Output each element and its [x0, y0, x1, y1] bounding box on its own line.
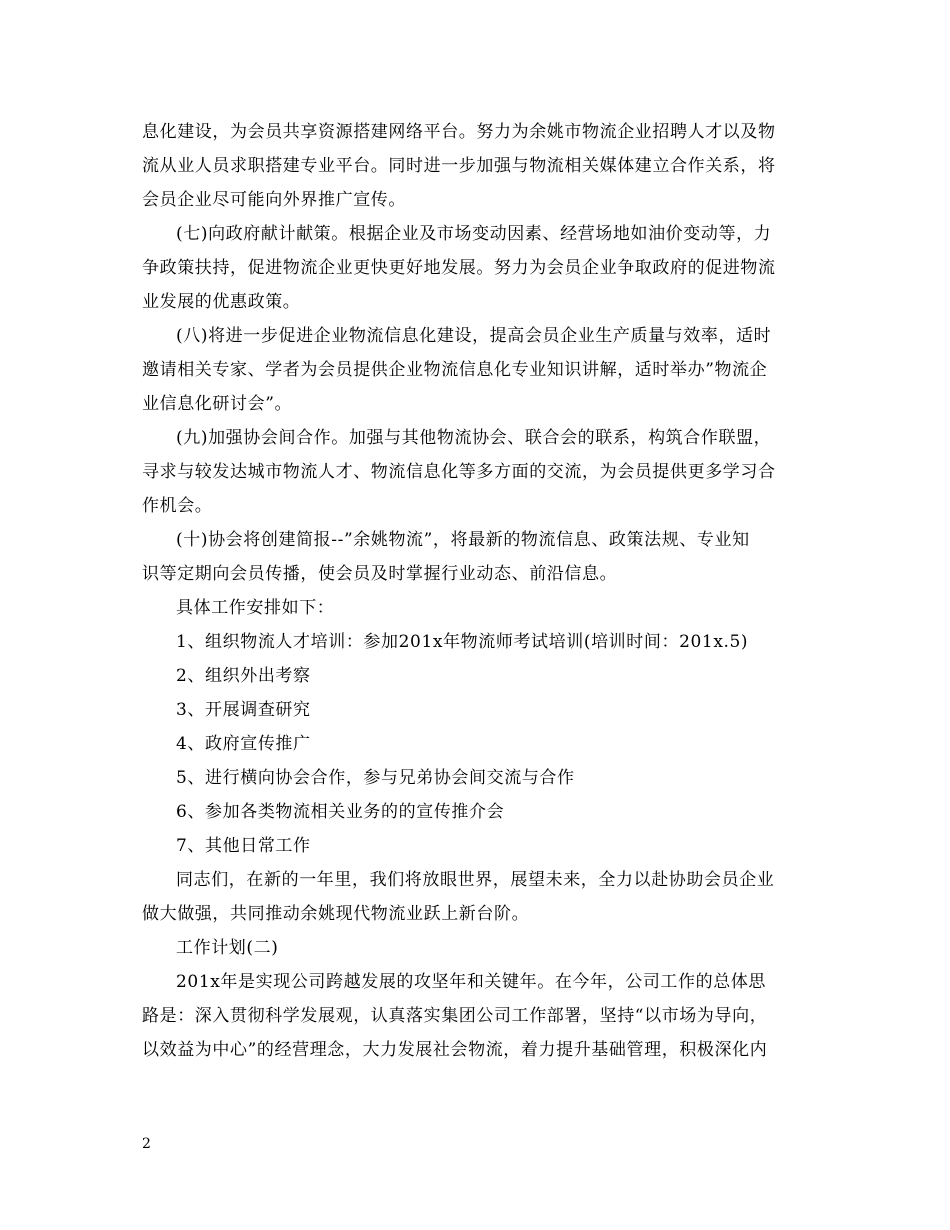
list-item: 2、组织外出考察 — [176, 666, 311, 686]
section-heading: 工作计划(二) — [176, 938, 279, 958]
list-item: 7、其他日常工作 — [176, 836, 311, 856]
list-item: 1、组织物流人才培训：参加201x年物流师考试培训(培训时间：201x.5) — [176, 632, 749, 652]
paragraph-start-line: (八)将进一步促进企业物流信息化建设，提高会员企业生产质量与效率，适时 — [176, 326, 772, 346]
list-item: 5、进行横向协会合作，参与兄弟协会间交流与合作 — [176, 768, 575, 788]
list-item: 6、参加各类物流相关业务的的宣传推介会 — [176, 802, 505, 822]
text-line: 业信息化研讨会”。 — [142, 394, 293, 414]
text-line: 邀请相关专家、学者为会员提供企业物流信息化专业知识讲解，适时举办”物流企 — [142, 360, 768, 380]
paragraph-start-line: 同志们，在新的一年里，我们将放眼世界，展望未来，全力以赴协助会员企业 — [176, 870, 775, 890]
text-line: 识等定期向会员传播，使会员及时掌握行业动态、前沿信息。 — [142, 564, 618, 584]
paragraph-start-line: (九)加强协会间合作。加强与其他物流协会、联合会的联系，构筑合作联盟， — [176, 428, 772, 448]
text-line: 以效益为中心”的经营理念，大力发展社会物流，着力提升基础管理，积极深化内 — [142, 1040, 768, 1060]
text-line: 业发展的优惠政策。 — [142, 292, 301, 312]
text-line: 做大做强，共同推动余姚现代物流业跃上新台阶。 — [142, 904, 530, 924]
paragraph-start-line: (七)向政府献计献策。根据企业及市场变动因素、经营场地如油价变动等，力 — [176, 224, 772, 244]
section-intro: 具体工作安排如下： — [176, 598, 335, 618]
page-number: 2 — [142, 1136, 151, 1152]
list-item: 4、政府宣传推广 — [176, 734, 311, 754]
text-line: 息化建设，为会员共享资源搭建网络平台。努力为余姚市物流企业招聘人才以及物 — [142, 122, 776, 142]
text-line: 作机会。 — [142, 496, 213, 516]
text-line: 路是：深入贯彻科学发展观，认真落实集团公司工作部署，坚持“以市场为导向， — [142, 1006, 768, 1026]
text-line: 流从业人员求职搭建专业平台。同时进一步加强与物流相关媒体建立合作关系，将 — [142, 156, 776, 176]
text-line: 寻求与较发达城市物流人才、物流信息化等多方面的交流，为会员提供更多学习合 — [142, 462, 776, 482]
paragraph-start-line: (十)协会将创建简报--”余姚物流”，将最新的物流信息、政策法规、专业知 — [176, 530, 750, 550]
text-line: 会员企业尽可能向外界推广宣传。 — [142, 190, 406, 210]
paragraph-start-line: 201x年是实现公司跨越发展的攻坚年和关键年。在今年，公司工作的总体思 — [176, 972, 767, 992]
text-line: 争政策扶持，促进物流企业更快更好地发展。努力为会员企业争取政府的促进物流 — [142, 258, 776, 278]
list-item: 3、开展调查研究 — [176, 700, 311, 720]
